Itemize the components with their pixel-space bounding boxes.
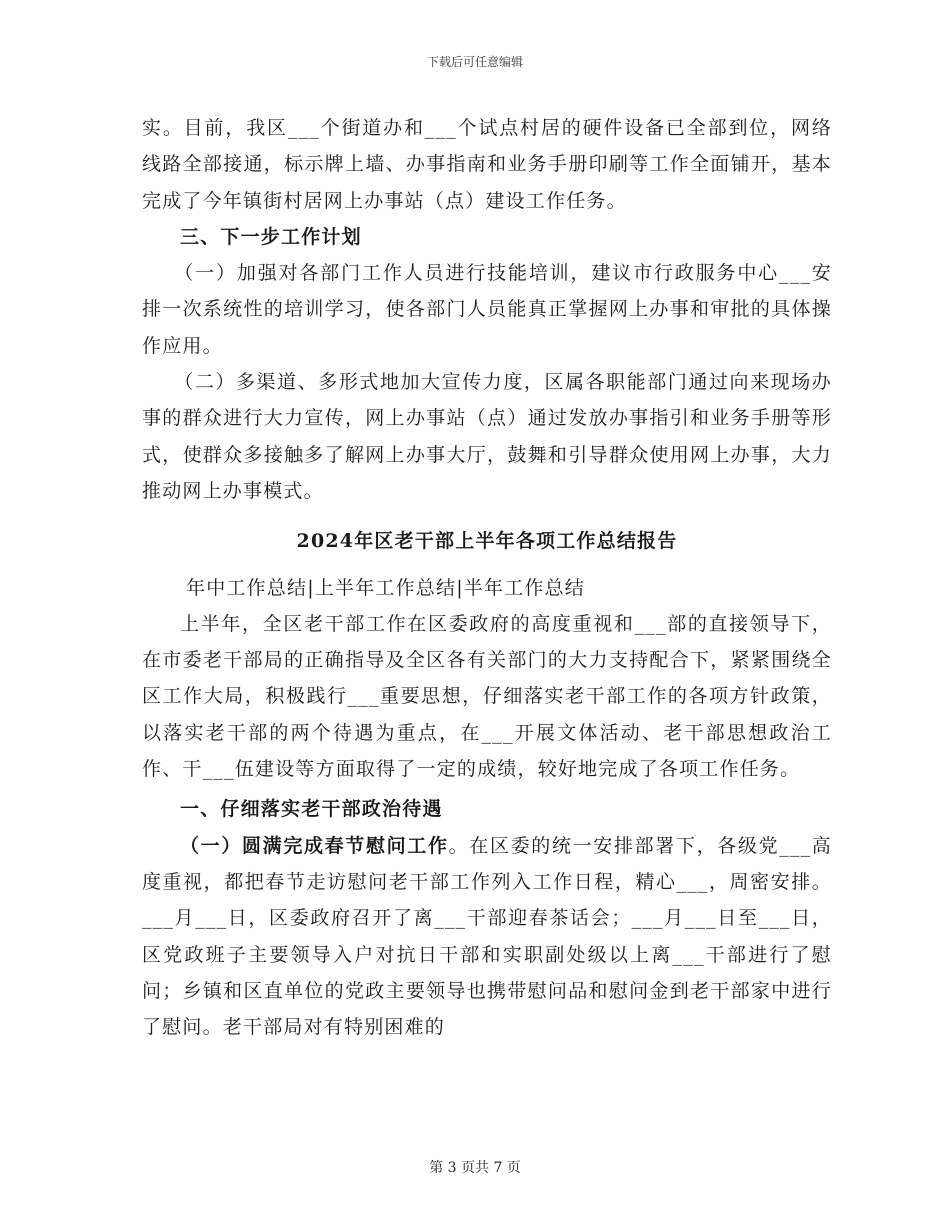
document-body xyxy=(142,110,832,1045)
report-intro-paragraph: 上半年，全区老干部工作在区委政府的高度重视和___部的直接领导下，在市委老干部局的正确指导及全区各有关部门的大力支持配合下，紧紧围绕全区工作大局，积极践行___重要思想，仔细落实老干部工作的各项方针政策，以落实老干部的两个待遇为重点，在___开展文体活动、老干部思想政治工作、干___伍建设等方面取得了一定的成绩，较好地完成了各项工作任务。 xyxy=(142,612,832,781)
paragraph-continuation: 实。目前，我区___个街道办和___个试点村居的硬件设备已全部到位，网络线路全部接通，标示牌上墙、办事指南和业务手册印刷等工作全面铺开，基本完成了今年镇街村居网上办事站（点）建设工作任务。 xyxy=(142,117,832,212)
subsection-title: （一）圆满完成春节慰问工作 xyxy=(180,834,449,857)
report-title: 2024年区老干部上半年各项工作总结报告 xyxy=(296,530,678,553)
plan-item-training: （一）加强对各部门工作人员进行技能培训，建议市行政服务中心___安排一次系统性的培训学习，使各部门人员能真正掌握网上办事和审批的具体操作应用。 xyxy=(142,262,832,357)
section-heading-political-treatment: 一、仔细落实老干部政治待遇 xyxy=(180,798,443,821)
page-number: 第 3 页共 7 页 xyxy=(429,1160,521,1176)
subsection-spring-festival xyxy=(142,828,832,1046)
report-keywords: 年中工作总结|上半年工作总结|半年工作总结 xyxy=(186,576,586,599)
page-header-note: 下载后可任意编辑 xyxy=(426,55,523,69)
plan-item-publicity: （二）多渠道、多形式地加大宣传力度，区属各职能部门通过向来现场办事的群众进行大力宣传，网上办事站（点）通过发放办事指引和业务手册等形式，使群众多接触多了解网上办事大厅，鼓舞和引导群众使用网上办事，大力推动网上办事模式。 xyxy=(142,371,832,502)
section-heading-next-steps: 三、下一步工作计划 xyxy=(180,225,362,248)
subsection-body: 。在区委的统一安排部署下，各级党___高度重视，都把春节走访慰问老干部工作列入工作日程，精心___，周密安排。___月___日，区委政府召开了离___干部迎春茶话会；___月___日至___日，区党政班子主要领导入户对抗日干部和实职副处级以上离___干部进行了慰问；乡镇和区直单位的党政主要领导也携带慰问品和慰问金到老干部家中进行了慰问。老干部局对有特别困难的 xyxy=(142,834,832,1039)
